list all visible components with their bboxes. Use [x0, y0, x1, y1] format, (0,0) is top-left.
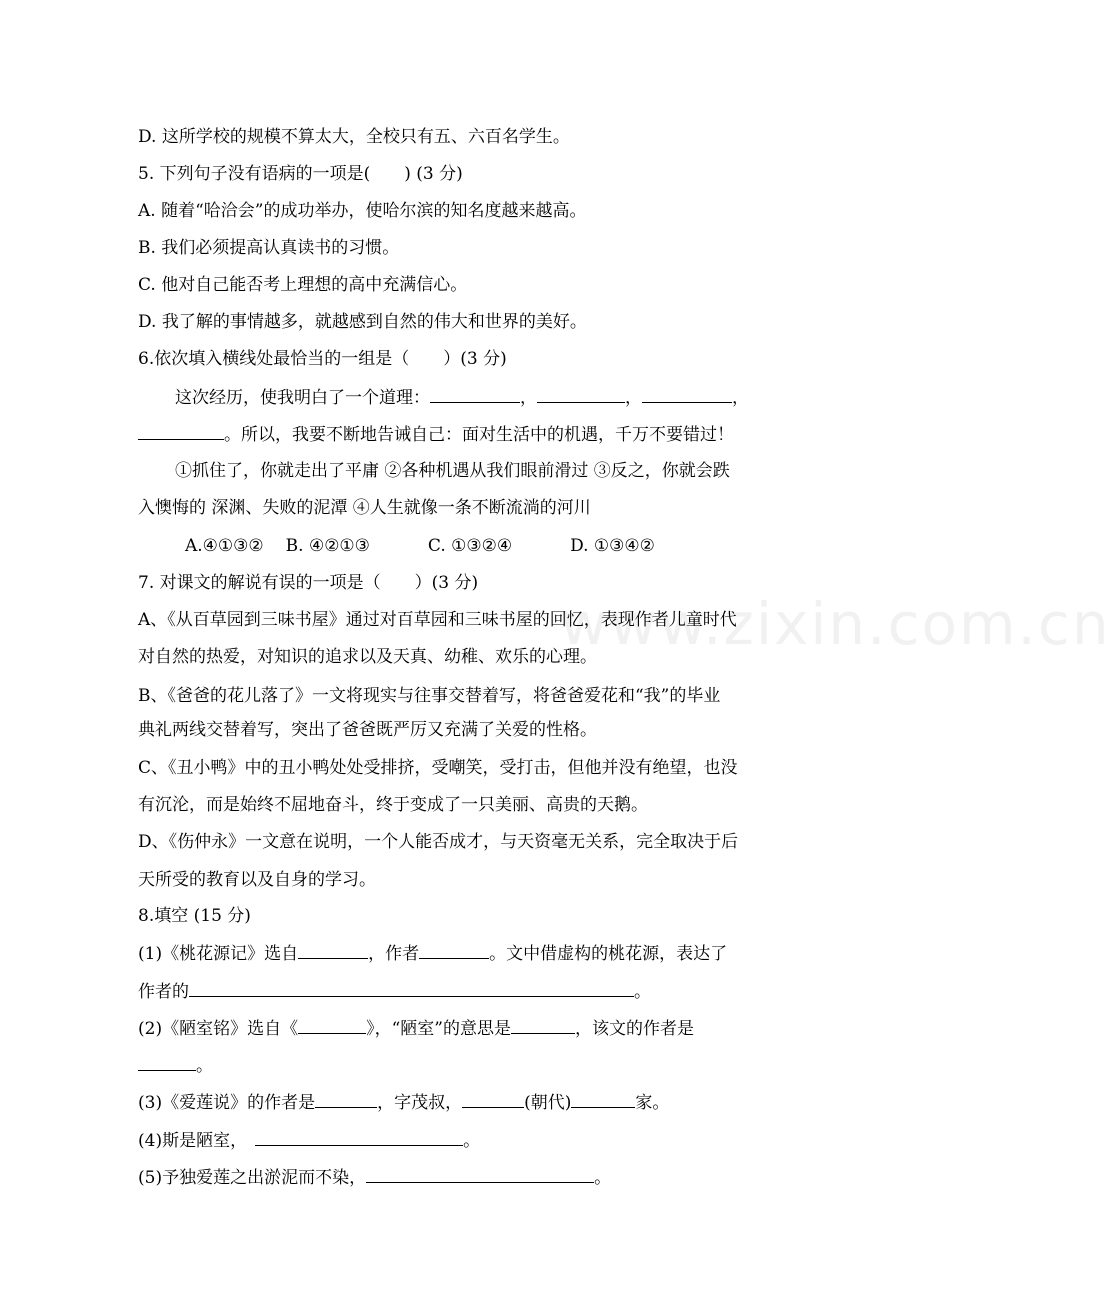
blank [366, 1166, 594, 1183]
q4-option-d: D. 这所学校的规模不算太大，全校只有五、六百名学生。 [138, 127, 570, 147]
q6-passage-text: 这次经历，使我明白了一个道理： [175, 388, 430, 408]
q8-item5-text: (5)予独爱莲之出淤泥而不染， [138, 1168, 367, 1188]
q6-option-a: A.④①③② [185, 536, 264, 556]
blank [138, 423, 224, 440]
blank [537, 386, 625, 403]
q7-stem: 7. 对课文的解说有误的一项是（ ）(3 分) [138, 573, 479, 593]
q8-item2-line1 [138, 1017, 798, 1040]
q8-stem: 8.填空 (15 分) [138, 906, 251, 926]
q6-options [185, 535, 785, 557]
q7-option-b-line2: 典礼两线交替着写，突出了爸爸既严厉又充满了关爱的性格。 [138, 720, 597, 740]
blank [462, 1091, 524, 1108]
q8-item1-text: 。文中借虚构的桃花源，表达了 [489, 944, 728, 964]
q6-option-d: D. ①③④② [570, 536, 655, 556]
q7-option-c-line2: 有沉沦，而是始终不屈地奋斗，终于变成了一只美丽、高贵的天鹅。 [138, 795, 648, 815]
q7-option-a-line2: 对自然的热爱，对知识的追求以及天真、幼稚、欢乐的心理。 [138, 647, 597, 667]
q6-option-c: C. ①③②④ [427, 536, 513, 556]
q7-option-d-line2: 天所受的教育以及自身的学习。 [138, 870, 376, 890]
blank [298, 1017, 366, 1034]
q8-item2-text: 。 [196, 1056, 213, 1076]
q8-item2-line2 [138, 1054, 798, 1077]
blank [571, 1091, 635, 1108]
q8-item5-text: 。 [594, 1168, 612, 1188]
q8-item1-text: 作者的 [138, 982, 189, 1002]
q8-item5 [138, 1166, 798, 1189]
q8-item1-text: (1)《桃花源记》选自 [138, 944, 299, 964]
blank [315, 1091, 377, 1108]
q5-option-a: A. 随着“哈洽会”的成功举办，使哈尔滨的知名度越来越高。 [138, 201, 587, 221]
q8-item3-text: (3)《爱莲说》的作者是 [138, 1093, 316, 1113]
q8-item1-text: ，作者 [368, 944, 420, 964]
q7-option-c-line1: C、《丑小鸭》中的丑小鸭处处受排挤，受嘲笑，受打击，但他并没有绝望，也没 [138, 758, 738, 778]
blank [419, 942, 489, 959]
q8-item2-text: (2)《陋室铭》选自《 [138, 1019, 299, 1039]
blank [138, 1054, 196, 1071]
q8-item4-text: 。 [463, 1131, 481, 1151]
blank [255, 1129, 463, 1146]
q8-item4-text: (4)斯是陋室， [138, 1131, 248, 1151]
q6-passage-line2 [138, 423, 798, 446]
q8-item2-text: 》，“陋室”的意思是 [366, 1019, 511, 1039]
q8-item3 [138, 1091, 798, 1114]
blank [298, 942, 368, 959]
q8-item2-text: ，该文的作者是 [574, 1019, 694, 1039]
q6-sentences-line1: ①抓住了，你就走出了平庸 ②各种机遇从我们眼前滑过 ③反之，你就会跌 [175, 461, 730, 481]
q8-item3-text: 家。 [635, 1093, 670, 1113]
q5-option-b: B. 我们必须提高认真读书的习惯。 [138, 238, 400, 258]
q8-item3-text: (朝代) [524, 1093, 572, 1113]
blank [511, 1017, 575, 1034]
q8-item1-text: 。 [634, 982, 651, 1002]
q6-option-b: B. ④②①③ [285, 536, 370, 556]
q6-passage-text: 。所以，我要不断地告诫自己：面对生活中的机遇，千万不要错过！ [224, 425, 734, 445]
q7-option-b-line1: B、《爸爸的花儿落了》一文将现实与往事交替着写，将爸爸爱花和“我”的毕业 [138, 686, 721, 706]
q6-sentences-line2: 入懊悔的 深渊、失败的泥潭 ④人生就像一条不断流淌的河川 [138, 498, 591, 518]
q8-item1-line2 [138, 980, 798, 1003]
q8-item1-line1 [138, 942, 798, 965]
q6-passage-line1: 这次经历，使我明白了一个道理： ， ， ， [175, 388, 749, 408]
watermark: www.zixin.com.cn [560, 590, 1111, 658]
q5-option-d: D. 我了解的事情越多，就越感到自然的伟大和世界的美好。 [138, 312, 587, 332]
q5-stem: 5. 下列句子没有语病的一项是( ) (3 分) [138, 164, 463, 184]
q6-stem: 6.依次填入横线处最恰当的一组是（ ）(3 分) [138, 349, 507, 369]
blank [189, 980, 634, 997]
q7-option-d-line1: D、《伤仲永》一文意在说明，一个人能否成才，与天资毫无关系，完全取决于后 [138, 832, 739, 852]
q8-item4 [138, 1129, 798, 1152]
blank [642, 386, 732, 403]
q8-item3-text: ，字茂叔， [377, 1093, 463, 1113]
q5-option-c: C. 他对自己能否考上理想的高中充满信心。 [138, 275, 468, 295]
blank [430, 386, 520, 403]
q7-option-a-line1: A、《从百草园到三味书屋》通过对百草园和三味书屋的回忆，表现作者儿童时代 [138, 610, 737, 630]
